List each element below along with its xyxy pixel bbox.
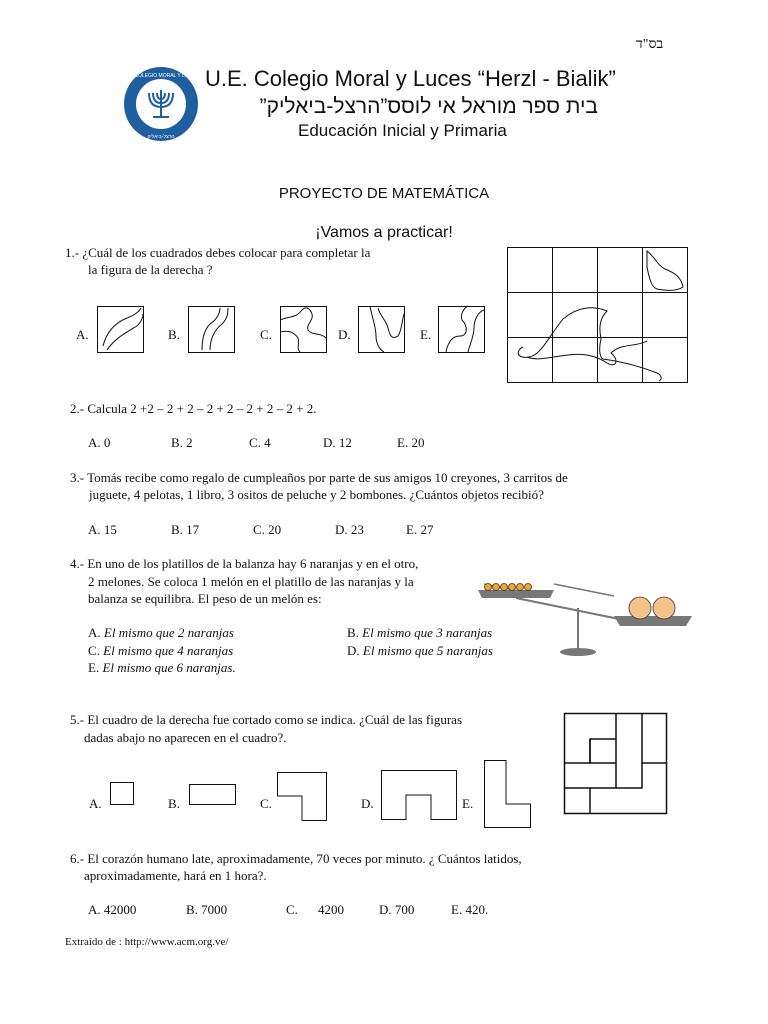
q1-option-b-figure[interactable] <box>188 306 235 353</box>
q5-option-e-label[interactable]: E. <box>462 796 474 811</box>
q3-option-b[interactable]: B. 17 <box>171 522 200 537</box>
page-title: PROYECTO DE MATEMÁTICA <box>278 185 490 202</box>
source-citation: Extraído de : http://www.acm.org.ve/ <box>65 936 229 948</box>
q4-option-b-letter: B. <box>347 625 359 640</box>
q4-option-c-text: El mismo que 4 naranjas <box>103 643 234 658</box>
q4-option-a-text: El mismo que 2 naranjas <box>103 625 234 640</box>
q2-option-b[interactable]: B. 2 <box>171 435 193 450</box>
q1-option-d-figure[interactable] <box>358 306 405 353</box>
q4-option-d-letter: D. <box>347 643 360 658</box>
q4-option-a-letter: A. <box>88 625 101 640</box>
q6-option-c-letter[interactable]: C. <box>286 902 298 917</box>
school-levels: Educación Inicial y Primaria <box>298 121 507 140</box>
q6-option-c-value[interactable]: 4200 <box>318 902 344 917</box>
q1-puzzle-grid <box>507 247 689 384</box>
q6-option-d[interactable]: D. 700 <box>379 902 415 917</box>
q1-option-c-figure[interactable] <box>280 306 327 353</box>
page-subtitle: ¡Vamos a practicar! <box>315 224 453 241</box>
school-name-hebrew: בית ספר מוראל אי לוסס”הרצל-ביאליק” <box>259 95 598 118</box>
q4-text-line1: 4.- En uno de los platillos de la balanza hay 6 naranjas y en el otro, <box>70 556 419 571</box>
melons <box>629 597 675 619</box>
q1-option-e-figure[interactable] <box>438 306 485 353</box>
q3-option-e[interactable]: E. 27 <box>406 522 434 537</box>
q6-option-b[interactable]: B. 7000 <box>186 902 228 917</box>
q1-option-e-label[interactable]: E. <box>420 327 432 342</box>
q4-option-e-text: El mismo que 6 naranjas <box>102 660 233 675</box>
q4-text-line2: 2 melones. Se coloca 1 melón en el platillo de las naranjas y la <box>88 574 414 589</box>
beam <box>516 598 624 620</box>
logo-ring-text-bottom: הרצל-ביאליק <box>147 134 175 140</box>
q4-option-c[interactable] <box>88 642 233 659</box>
school-name: U.E. Colegio Moral y Luces “Herzl - Bialik” <box>205 66 616 91</box>
q6-text-line2: aproximadamente, hará en 1 hora?. <box>84 868 267 883</box>
q4-option-b-text: El mismo que 3 naranjas <box>362 625 493 640</box>
stand-base <box>560 648 596 656</box>
q5-text-line2: dadas abajo no aparecen en el cuadro?. <box>84 730 287 745</box>
q4-option-d[interactable] <box>347 642 493 659</box>
q3-option-c[interactable]: C. 20 <box>253 522 282 537</box>
q5-option-b-label[interactable]: B. <box>168 796 180 811</box>
q5-text-line1: 5.- El cuadro de la derecha fue cortado como se indica. ¿Cuál de las figuras <box>70 712 462 727</box>
q5-option-a-figure[interactable] <box>110 782 135 806</box>
q1-option-a-label[interactable]: A. <box>76 327 89 342</box>
q2-option-e[interactable]: E. 20 <box>397 435 425 450</box>
q3-option-a[interactable]: A. 15 <box>88 522 117 537</box>
q5-option-d-figure[interactable] <box>381 770 458 821</box>
q5-option-e-figure[interactable] <box>484 760 532 829</box>
q3-text-line1: 3.- Tomás recibe como regalo de cumpleaños por parte de sus amigos 10 creyones, 3 carritos de <box>70 470 568 485</box>
q3-option-d[interactable]: D. 23 <box>335 522 364 537</box>
q3-text-line2: juguete, 4 pelotas, 1 libro, 3 ositos de peluche y 2 bombones. ¿Cuántos objetos recibió? <box>89 487 544 502</box>
q1-option-b-label[interactable]: B. <box>168 327 180 342</box>
left-pan <box>478 590 554 598</box>
q5-option-c-label[interactable]: C. <box>260 796 272 811</box>
q1-option-a-figure[interactable] <box>97 306 144 353</box>
q5-option-a-label[interactable]: A. <box>89 796 102 811</box>
q4-option-e[interactable]: E. El mismo que 6 naranjas. <box>88 660 236 675</box>
q2-option-a[interactable]: A. 0 <box>88 435 111 450</box>
q4-option-c-letter: C. <box>88 643 100 658</box>
q5-cut-square <box>564 713 668 815</box>
q1-text-line1: 1.- ¿Cuál de los cuadrados debes colocar para completar la <box>65 245 371 260</box>
q1-text-line2: la figura de la derecha ? <box>88 262 213 277</box>
q6-text-line1: 6.- El corazón humano late, aproximadamente, 70 veces por minuto. ¿ Cuántos latidos, <box>70 851 522 866</box>
q5-option-c-figure[interactable] <box>277 772 328 821</box>
q2-option-c[interactable]: C. 4 <box>249 435 271 450</box>
q1-option-d-label[interactable]: D. <box>338 327 351 342</box>
q4-option-b[interactable] <box>347 624 492 641</box>
q2-option-d[interactable]: D. 12 <box>323 435 352 450</box>
q4-option-d-text: El mismo que 5 naranjas <box>362 643 493 658</box>
q4-option-a[interactable] <box>88 624 234 641</box>
q2-text-line1: 2.- Calcula 2 +2 – 2 + 2 – 2 + 2 – 2 + 2 – 2 + 2. <box>70 401 317 416</box>
logo-ring-text-top: U.E. COLEGIO MORAL Y LUCES <box>123 73 199 79</box>
balance-scale-figure <box>474 578 700 660</box>
q6-option-e[interactable]: E. 420. <box>451 902 489 917</box>
q4-option-e-letter: E. <box>88 660 100 675</box>
q6-option-a[interactable]: A. 42000 <box>88 902 137 917</box>
q5-option-b-figure[interactable] <box>189 784 237 806</box>
q1-option-c-label[interactable]: C. <box>260 327 272 342</box>
q4-text-line3: balanza se equilibra. El peso de un melón es: <box>88 591 322 606</box>
q5-option-d-label[interactable]: D. <box>361 796 374 811</box>
top-mark: בס"ד <box>636 37 664 52</box>
school-logo <box>122 65 200 143</box>
right-pan <box>614 616 692 626</box>
